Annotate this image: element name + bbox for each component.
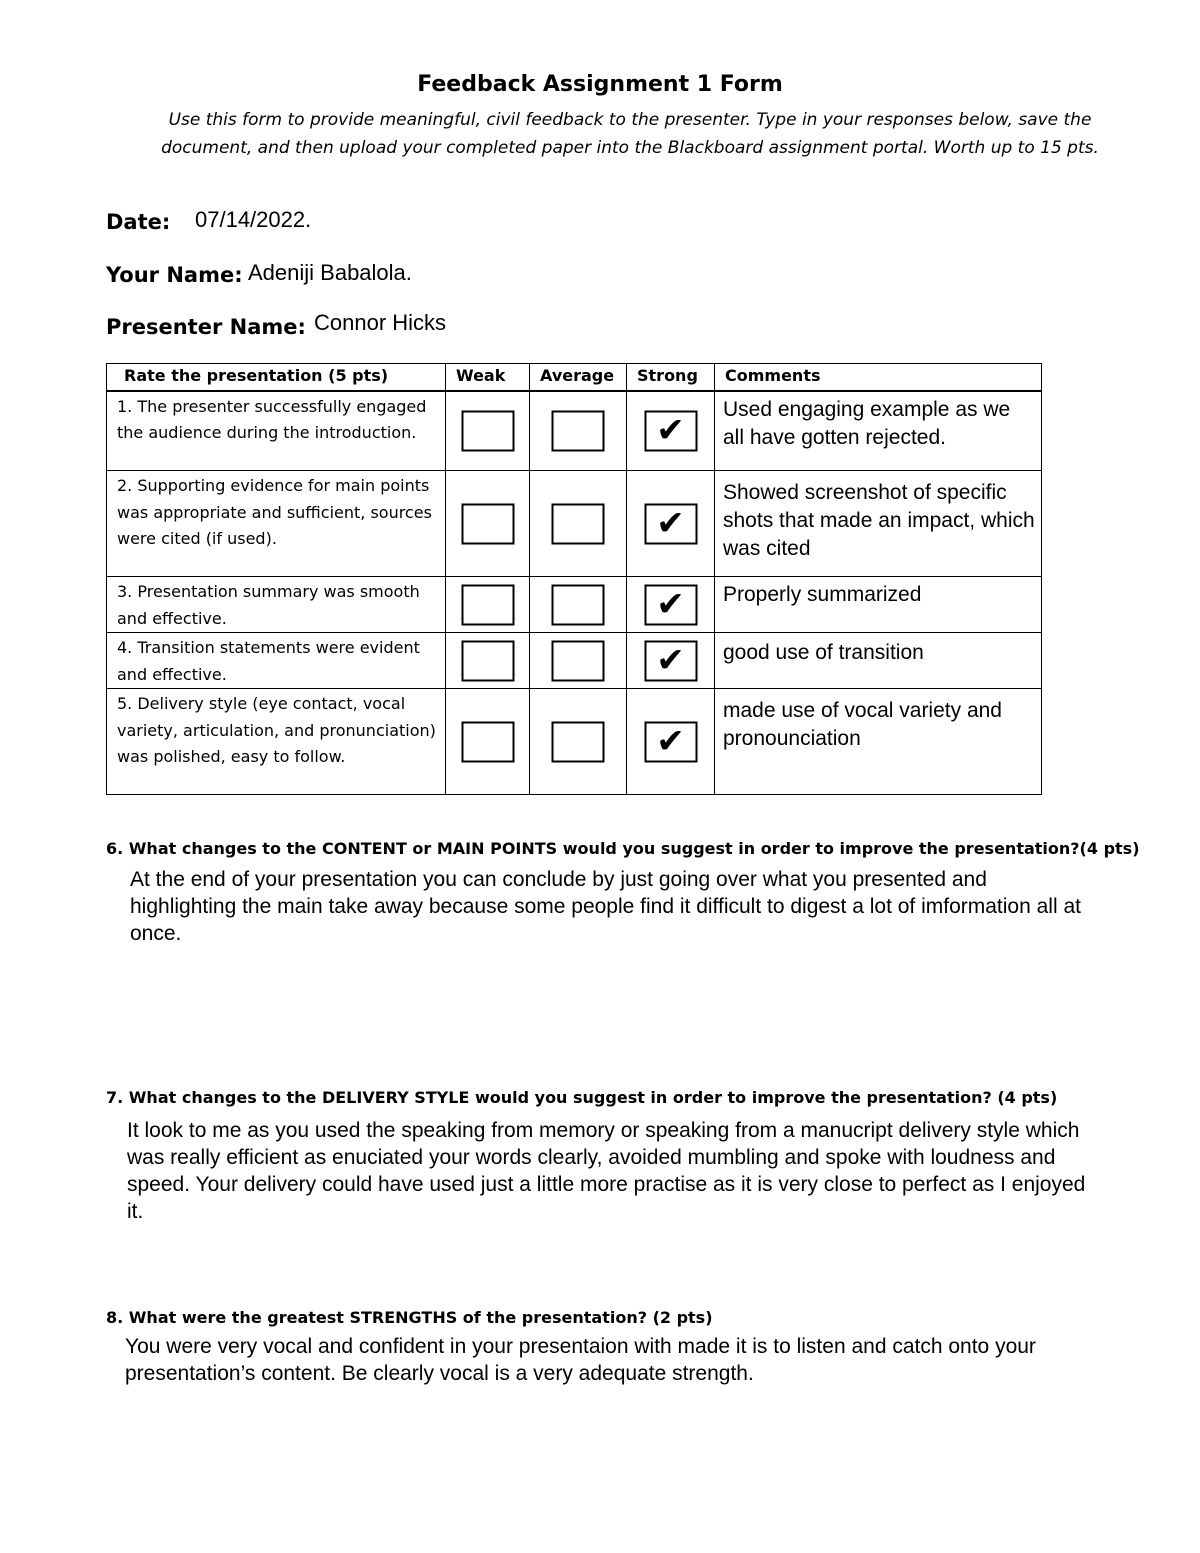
average-checkbox[interactable] [552,410,605,451]
form-instructions: Use this form to provide meaningful, civil feedback to the presenter. Type in your responses below, save the document, and then upload your completed paper into the Blackboard assignment portal. Worth up to 15 pts. [161,110,1099,158]
criterion-text: 5. Delivery style (eye contact, vocal variety, articulation, and pronunciation) was polished, easy to follow. [107,689,446,795]
question-6-prompt: 6. What changes to the CONTENT or MAIN POINTS would you suggest in order to improve the presentation?(4 pts) [106,839,1140,858]
average-checkbox[interactable] [552,721,605,762]
criterion-text: 2. Supporting evidence for main points was appropriate and sufficient, sources were cited (if used). [107,471,446,577]
strong-checkbox[interactable]: ✔ [644,584,697,625]
average-checkbox[interactable] [552,584,605,625]
average-checkbox[interactable] [552,640,605,681]
table-row [107,471,1042,577]
table-row [107,577,1042,633]
strong-checkbox[interactable]: ✔ [644,410,697,451]
table-row [107,689,1042,795]
presenter-name-label: Presenter Name: [106,315,306,339]
weak-checkbox[interactable] [461,640,514,681]
date-label: Date: [106,210,171,234]
question-7-answer[interactable]: It look to me as you used the speaking from memory or speaking from a manucript delivery style which was really efficient as enuciated your words clearly, avoided mumbling and spoke with loudness and speed. Your delivery could have used just a little more practise as it is very close to perfect as I enjoyed it. [127,1119,1086,1223]
comment-text[interactable]: Showed screenshot of specific shots that made an impact, which was cited [715,471,1042,577]
your-name-label: Your Name: [106,263,243,287]
question-8-prompt: 8. What were the greatest STRENGTHS of the presentation? (2 pts) [106,1308,713,1327]
presenter-name-value[interactable]: Connor Hicks [314,310,447,335]
header-average: Average [530,364,627,391]
form-title: Feedback Assignment 1 Form [417,72,783,97]
question-6-answer[interactable]: At the end of your presentation you can conclude by just going over what you presented and highlighting the main take away because some people find it difficult to digest a lot of imformation all at once. [130,868,1081,945]
table-row [107,633,1042,689]
date-value[interactable]: 07/14/2022. [195,207,312,232]
comment-text[interactable]: good use of transition [715,633,1042,689]
criterion-text: 3. Presentation summary was smooth and effective. [107,577,446,633]
comment-text[interactable]: Properly summarized [715,577,1042,633]
weak-checkbox[interactable] [461,584,514,625]
rating-table-header [107,364,1042,391]
table-row [107,391,1042,471]
strong-checkbox[interactable]: ✔ [644,640,697,681]
rating-table [106,363,1042,795]
average-checkbox[interactable] [552,503,605,544]
weak-checkbox[interactable] [461,410,514,451]
header-strong: Strong [627,364,715,391]
weak-checkbox[interactable] [461,503,514,544]
comment-text[interactable]: Used engaging example as we all have gotten rejected. [715,391,1042,471]
strong-checkbox[interactable]: ✔ [644,503,697,544]
question-8-answer[interactable]: You were very vocal and confident in your presentaion with made it is to listen and catch onto your presentation’s content. Be clearly vocal is a very adequate strength. [125,1335,1036,1385]
comment-text[interactable]: made use of vocal variety and pronounciation [715,689,1042,795]
criterion-text: 1. The presenter successfully engaged the audience during the introduction. [107,391,446,471]
header-comments: Comments [715,364,1042,391]
header-criteria: Rate the presentation (5 pts) [107,364,446,391]
your-name-value[interactable]: Adeniji Babalola. [248,260,412,285]
strong-checkbox[interactable]: ✔ [644,721,697,762]
question-7-prompt: 7. What changes to the DELIVERY STYLE would you suggest in order to improve the presentation? (4 pts) [106,1088,1058,1107]
weak-checkbox[interactable] [461,721,514,762]
criterion-text: 4. Transition statements were evident and effective. [107,633,446,689]
header-weak: Weak [446,364,530,391]
